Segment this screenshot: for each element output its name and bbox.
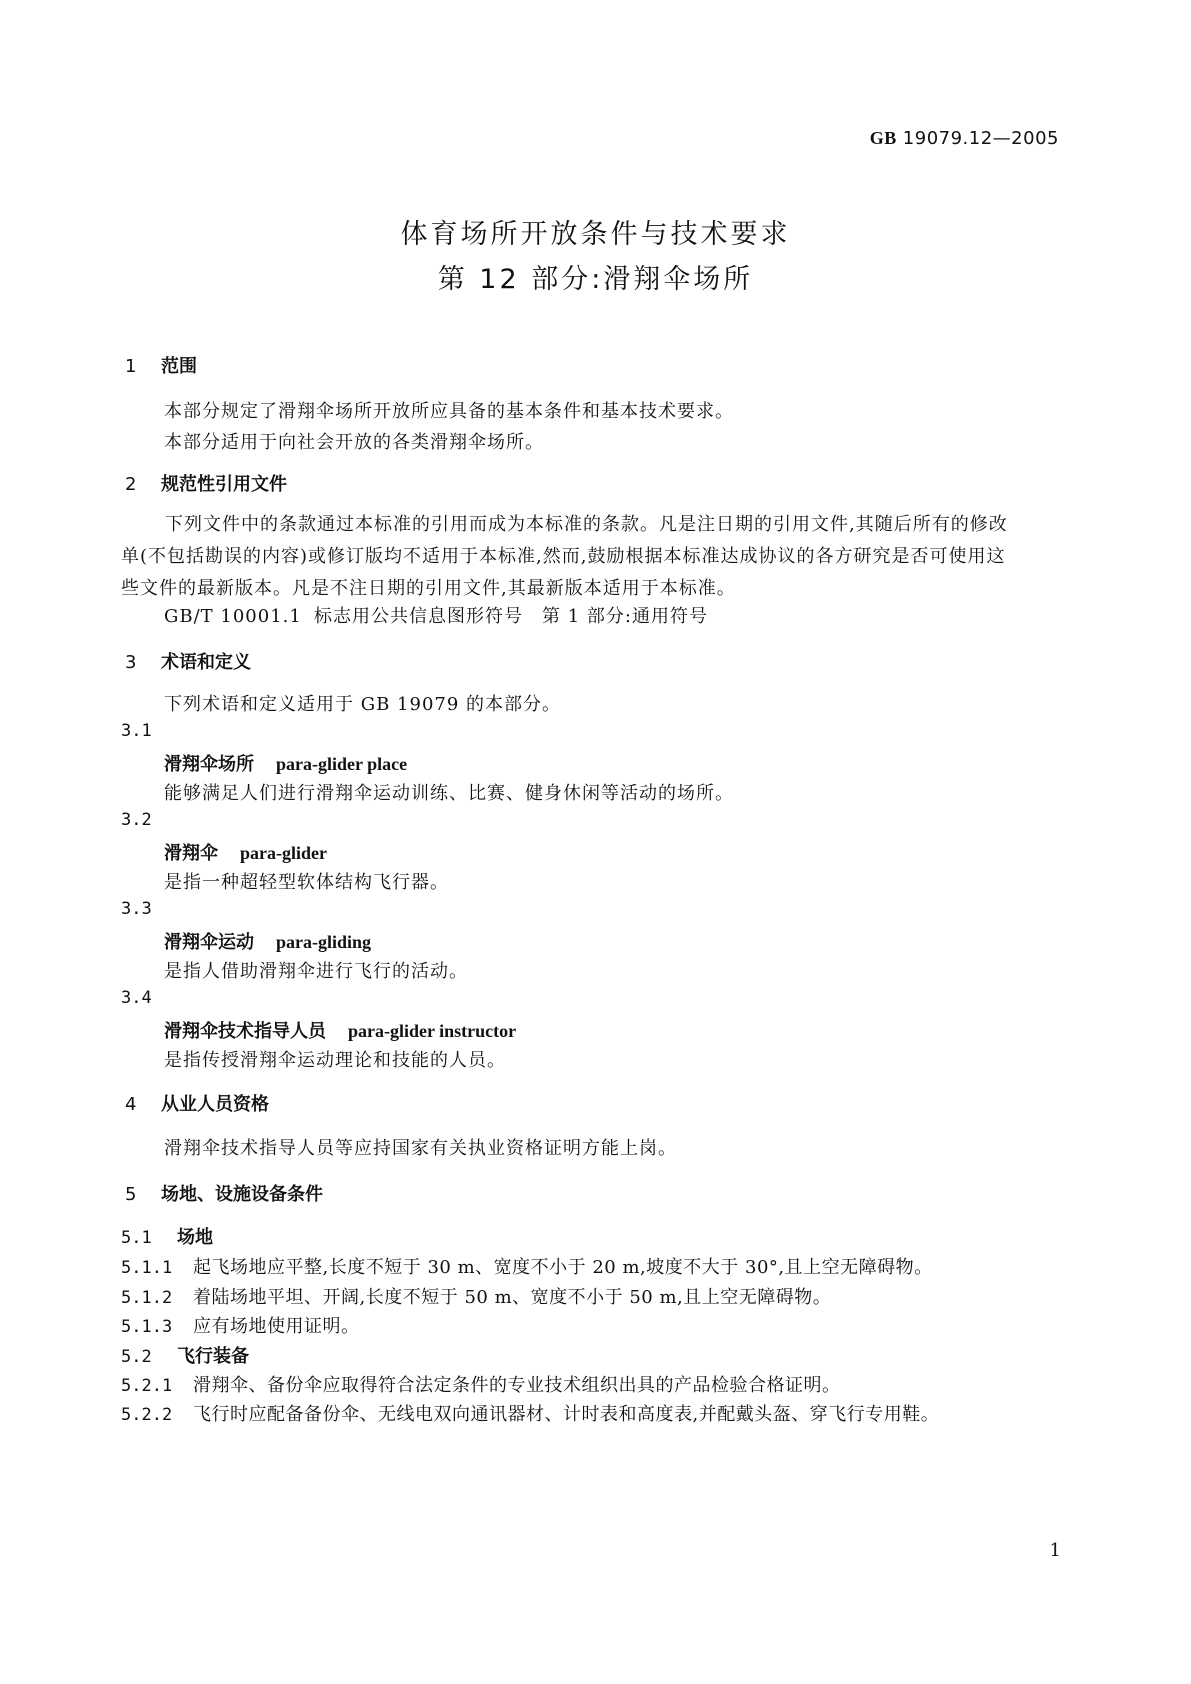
- section-2-paragraph: 下列文件中的条款通过本标准的引用而成为本标准的条款。凡是注日期的引用文件,其随后所有的修改单(不包括勘误的内容)或修订版均不适用于本标准,然而,鼓励根据本标准达成协议的各方研究是否可使用这些文件的最新版本。凡是不注日期的引用文件,其最新版本适用于本标准。: [121, 514, 1008, 599]
- term-name: 滑翔伞 para-glider: [164, 843, 327, 864]
- term-name: 滑翔伞场所 para-glider place: [164, 754, 408, 775]
- section-3-intro: 下列术语和定义适用于 GB 19079 的本部分。: [164, 694, 562, 715]
- subsection-5-1: 5.1 场地: [121, 1227, 213, 1248]
- section-4-paragraph: 滑翔伞技术指导人员等应持国家有关执业资格证明方能上岗。: [164, 1138, 677, 1159]
- section-4-heading: 4 从业人员资格: [125, 1094, 269, 1115]
- subsection-5-2: 5.2 飞行装备: [121, 1346, 249, 1367]
- section-3-heading: 3 术语和定义: [125, 652, 251, 673]
- section-1-heading: 1 范围: [125, 356, 197, 377]
- clause-5-2-2: 5.2.2 飞行时应配备备份伞、无线电双向通讯器材、计时表和高度表,并配戴头盔、穿飞行专用鞋。: [121, 1404, 940, 1425]
- clause-5-1-3: 5.1.3 应有场地使用证明。: [121, 1316, 360, 1337]
- section-5-heading: 5 场地、设施设备条件: [125, 1184, 323, 1205]
- clause-5-1-1: 5.1.1 起飞场地应平整,长度不短于 30 m、宽度不小于 20 m,坡度不大于 30°,且上空无障碍物。: [121, 1257, 933, 1278]
- clause-5-2-1: 5.2.1 滑翔伞、备份伞应取得符合法定条件的专业技术组织出具的产品检验合格证明。: [121, 1375, 841, 1396]
- term-number: 3.4: [121, 988, 152, 1008]
- term-number: 3.2: [121, 810, 152, 830]
- term-number: 3.3: [121, 899, 152, 919]
- document-title: 体育场所开放条件与技术要求: [400, 219, 791, 250]
- term-name: 滑翔伞运动 para-gliding: [164, 932, 372, 953]
- clause-5-1-2: 5.1.2 着陆场地平坦、开阔,长度不短于 50 m、宽度不小于 50 m,且上空无障碍物。: [121, 1287, 832, 1308]
- section-1-paragraph-2: 本部分适用于向社会开放的各类滑翔伞场所。: [164, 432, 544, 453]
- standard-number: GB 19079.12—2005: [869, 128, 1059, 149]
- term-definition: 能够满足人们进行滑翔伞运动训练、比赛、健身休闲等活动的场所。: [164, 783, 734, 804]
- term-definition: 是指一种超轻型软体结构飞行器。: [164, 872, 449, 893]
- document-subtitle: 第 12 部分:滑翔伞场所: [437, 264, 754, 295]
- normative-reference: GB/T 10001.1 标志用公共信息图形符号 第 1 部分:通用符号: [164, 606, 708, 627]
- term-definition: 是指传授滑翔伞运动理论和技能的人员。: [164, 1050, 506, 1071]
- page-number: 1: [1049, 1540, 1061, 1561]
- section-1-paragraph-1: 本部分规定了滑翔伞场所开放所应具备的基本条件和基本技术要求。: [164, 401, 734, 422]
- term-definition: 是指人借助滑翔伞进行飞行的活动。: [164, 961, 468, 982]
- section-2-heading: 2 规范性引用文件: [125, 474, 287, 495]
- term-name: 滑翔伞技术指导人员 para-glider instructor: [164, 1021, 517, 1042]
- term-number: 3.1: [121, 721, 152, 741]
